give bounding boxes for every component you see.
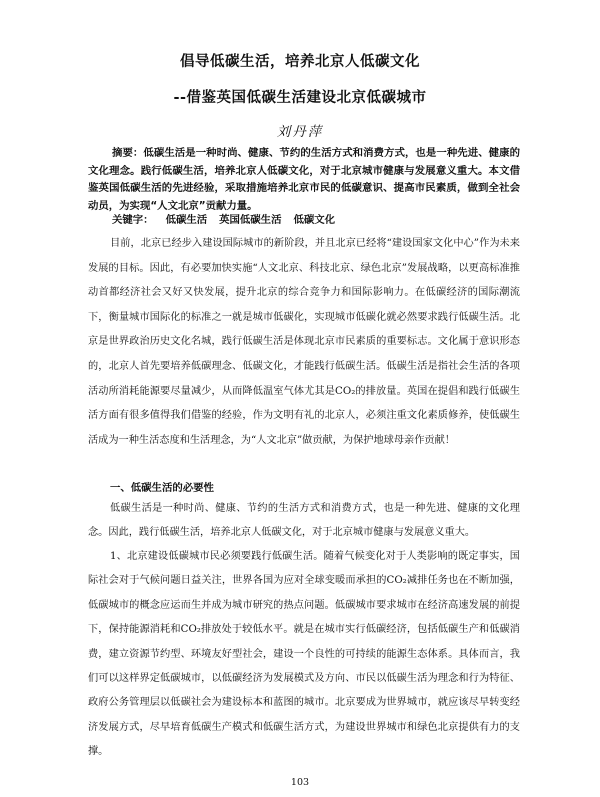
keyword-item: 英国低碳生活 xyxy=(219,214,282,226)
abstract xyxy=(88,145,520,215)
body-paragraph-definition: 低碳生活是一种时尚、健康、节约的生活方式和消费方式，也是一种先进、健康的文化理念。因此，践行低碳生活，培养北京人低碳文化，对于北京城市健康与发展意义重大。 xyxy=(88,503,520,539)
page-number: 103 xyxy=(290,777,310,788)
author-name: 刘丹萍 xyxy=(276,124,324,140)
keywords xyxy=(112,211,532,226)
page-subtitle: --借鉴英国低碳生活建设北京低碳城市 xyxy=(173,90,427,106)
keywords-label: 关键字： xyxy=(112,214,154,226)
keyword-item: 低碳生活 xyxy=(165,214,208,226)
abstract-text: 低碳生活是一种时尚、健康、节约的生活方式和消费方式，也是一种先进、健康的文化理念。践行低碳生活，培养北京人低碳文化，对于北京城市健康与发展意义重大。本文借鉴英国低碳生活的先进经验，采取措施培养北京市民的低碳意识、提高市民素质，做到全社会动员，为实现“人文北京”贡献力量。 xyxy=(88,147,520,212)
page-title: 倡导低碳生活，培养北京人低碳文化 xyxy=(180,54,420,70)
section-heading: 一、低碳生活的必要性 xyxy=(110,482,214,494)
keyword-item: 低碳文化 xyxy=(293,214,336,226)
body-paragraph-intro: 目前，北京已经步入建设国际城市的新阶段，并且北京已经将“建设国家文化中心”作为未来发展的目标。因此，有必要加快实施“人文北京、科技北京、绿色北京”发展战略，以更高标准推动首都经济社会又好又快发展，提升北京的综合竞争力和国际影响力。在低碳经济的国际潮流下，衡量城市国际化的标准之一就是城市低碳化，实现城市低碳化就必然要求践行低碳生活。北京是世界政治历史文化名城，践行低碳生活是体现北京市民素质的重要标志。文化属于意识形态的，北京人首先要培养低碳理念、低碳文化，才能践行低碳生活。低碳生活是指社会生活的各项活动所消耗能源要尽量减少，从而降低温室气体尤其是CO₂的排放量。英国在提倡和践行低碳生活方面有很多值得我们借鉴的经验，作为文明有礼的北京人，必须注重文化素质修养，使低碳生活成为一种生活态度和生活理念，为“人文北京”做贡献，为保护地球母亲作贡献！ xyxy=(88,238,520,446)
abstract-label: 摘要： xyxy=(112,147,144,159)
body-paragraph-point-1: 1、北京建设低碳城市民必须要践行低碳生活。随着气候变化对于人类影响的既定事实，国际社会对于气候问题日益关注，世界各国为应对全球变暖而承担的CO₂减排任务也在不断加强，低碳城市的概念应运而生并成为城市研究的热点问题。低碳城市要求城市在经济高速发展的前提下，保持能源消耗和CO₂排放处于较低水平。就是在城市实行低碳经济，包括低碳生产和低碳消费，建立资源节约型、环境友好型社会，建设一个良性的可持续的能源生态体系。具体而言，我们可以这样界定低碳城市，以低碳经济为发展模式及方向、市民以低碳生活为理念和行为特征、政府公务管理层以低碳社会为建设标本和蓝图的城市。北京要成为世界城市，就应该尽早转变经济发展方式，尽早培育低碳生产模式和低碳生活方式，为建设世界城市和绿色北京提供有力的支撑。 xyxy=(88,551,520,758)
